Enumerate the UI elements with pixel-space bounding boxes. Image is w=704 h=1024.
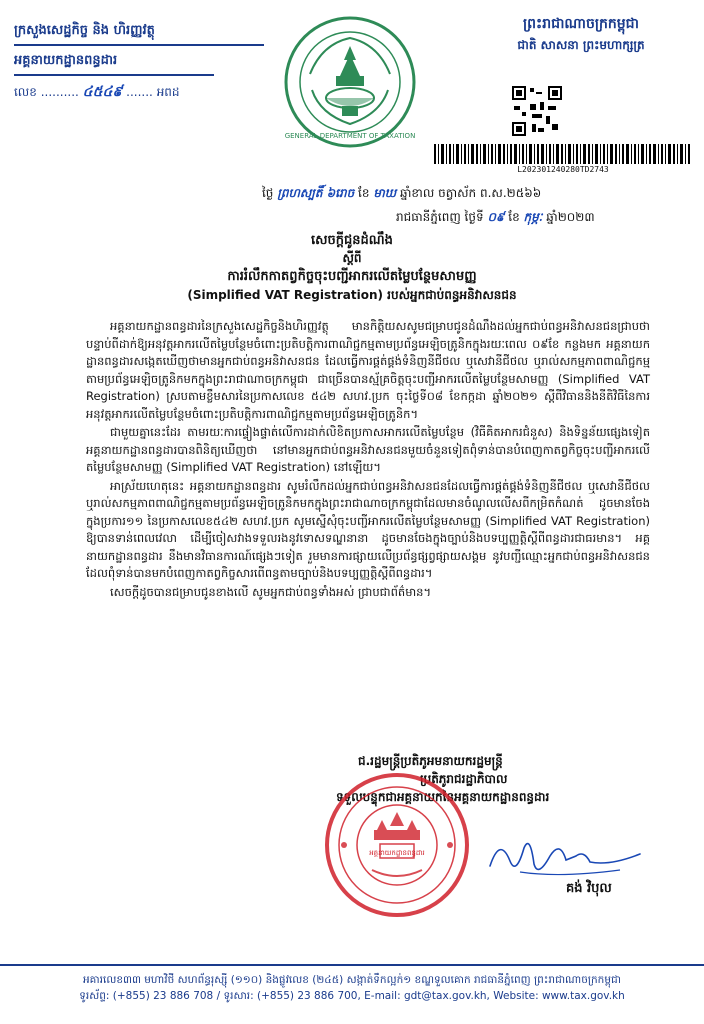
solar-year: ឆ្នាំ២០២៣ [546, 210, 595, 224]
department-name: អគ្គនាយកដ្ឋានពន្ធដារ [14, 52, 214, 76]
notice-subject-label: ស្តីពី [342, 251, 362, 265]
reference-number: លេខ .......... ៤៥៤៩ ....... អពដ [14, 84, 180, 100]
solar-date [396, 208, 595, 226]
notice-subject-2: (Simplified VAT Registration) របស់អ្នកជាប់ពន្ធអនិវាសនជន [187, 288, 517, 302]
handwritten-signature [480, 826, 650, 886]
lunar-day: ព្រហស្បតិ៍ ៦រោច [277, 186, 355, 200]
date-label: ថ្ងៃ [262, 186, 274, 200]
notice-subject: ការរំលឹកកាតព្វកិច្ចចុះបញ្ជីអាករលើតម្លៃបន្ថែមសាមញ្ញ [227, 269, 477, 284]
ref-number: ៤៥៤៩ [82, 84, 123, 100]
page-footer [0, 964, 704, 1004]
signer-title-3: ទទួលបន្ទុកជាអគ្គនាយកនៃអគ្គនាយកដ្ឋានពន្ធដារ [336, 790, 550, 804]
signer-title-2: ប្រតិភូរាជរដ្ឋាភិបាល [420, 772, 508, 786]
logo-caption: GENERAL DEPARTMENT OF TAXATION [284, 132, 416, 140]
paragraph-4: សេចក្តីដូចបានជម្រាបជូនខាងលើ សូមអ្នកជាប់ពន្ធទាំងអស់ ជ្រាបជាព័ត៌មាន។ [110, 584, 432, 599]
paragraph-2: ជាមួយគ្នានេះដែរ តាមរយៈការផ្ទៀងផ្ទាត់លើការដាក់លិខិតប្រកាសអាករលើតម្លៃបន្ថែម (វិធីគិតអាករជំនួស) និងទិន្នន័យផ្សេងទៀត អគ្គនាយកដ្ឋានពន្ធដារបានពិនិត្យឃើញថា នៅមានអ្នកជាប់ពន្ធអនិវាសនជនមួយចំនួនទៀតពុំទាន់បានបំពេញកាតព្វកិច្ចចុះបញ្ជីអាករលើតម្លៃបន្ថែមសាមញ្ញ (Simplified VAT Registration) នៅឡើយ។ [86, 425, 650, 474]
sender-block [14, 22, 264, 100]
footer-contact: ទូរស័ព្ទ: (+855) 23 886 708 / ទូរសារ: (+855) 23 886 700, E-mail: gdt@tax.gov.kh, Website: www.tax.gov.kh [79, 990, 625, 1002]
qr-code [512, 86, 562, 136]
ministry-name: ក្រសួងសេដ្ឋកិច្ច និង ហិរញ្ញវត្ថុ [14, 22, 264, 46]
lunar-date [262, 184, 541, 202]
lunar-year: ឆ្នាំខាល ចត្វាស័ក ព.ស.២៥៦៦ [400, 186, 542, 200]
footer-address: អគារលេខ៣៣ មហាវិថី សហព័ន្ធរុស្ស៊ី (១១០) និងផ្លូវលេខ (២៤៥) សង្កាត់ទឹកល្អក់១ ខណ្ឌទួលគោក រាជធានីភ្នំពេញ ព្រះរាជាណាចក្រកម្ពុជា [83, 974, 621, 986]
solar-day: ០៩ [487, 210, 505, 224]
stamp-label: អគ្គនាយកដ្ឋានពន្ធដារ [369, 849, 425, 857]
month-label: ខែ [358, 186, 370, 200]
notice-title: សេចក្តីជូនដំណឹង [311, 233, 393, 248]
ref-prefix: លេខ [14, 85, 37, 99]
barcode [432, 144, 694, 164]
paragraph-1: អគ្គនាយកដ្ឋានពន្ធដារនៃក្រសួងសេដ្ឋកិច្ចនិងហិរញ្ញវត្ថុ មានកិត្តិយសសូមជម្រាបជូនដំណឹងដល់អ្នកជាប់ពន្ធអនិវាសនជនជ្រាបថា បន្ទាប់ពីដាក់ឱ្យអនុវត្តអាករលើតម្លៃបន្ថែមចំពោះប្រតិបត្តិការពាណិជ្ជកម្មតាមប្រព័ន្ធអេឡិចត្រូនិកក្នុងរយៈពេល ០៩ខែ កន្លងមក អគ្គនាយកដ្ឋានពន្ធដារសង្កេតឃើញថាមានអ្នកជាប់ពន្ធអនិវាសនជន ដែលធ្វើការផ្គត់ផ្គង់ទំនិញនីជីថល ឬសេវានីជីថល ឬរាល់សកម្មភាពពាណិជ្ជកម្មតាមប្រព័ន្ធអេឡិចត្រូនិកមកក្នុងព្រះរាជាណាចក្រកម្ពុជា ជាច្រើនបានស្ម័គ្រចិត្តចុះបញ្ជីអាករលើតម្លៃបន្ថែមសាមញ្ញ (Simplified VAT Registration) ស្របតាមខ្លឹមសារនៃប្រកាសលេខ ៥៤២ សហវ.ប្រក ចុះថ្ងៃទី០៨ ខែកក្កដា ឆ្នាំ២០២១ ស្តីពីវិធាននិងនីតិវិធីនៃការអនុវត្តអាករលើតម្លៃបន្ថែមចំពោះប្រតិបត្តិការពាណិជ្ជកម្មតាមប្រព័ន្ធអេឡិចត្រូនិក។ [86, 319, 650, 421]
kingdom-title: ព្រះរាជាណាចក្រកម្ពុជា [522, 16, 639, 32]
barcode-number: L202301240280TD2743 [517, 165, 609, 174]
kingdom-header [470, 14, 692, 54]
gdt-logo [282, 14, 418, 150]
solar-month: កុម្ភៈ [523, 210, 543, 224]
paragraph-3: អាស្រ័យហេតុនេះ អគ្គនាយកដ្ឋានពន្ធដារ សូមរំលឹកដល់អ្នកជាប់ពន្ធអនិវាសនជនដែលធ្វើការផ្គត់ផ្គង់ទំនិញនីជីថល ឬសេវានីជីថល ឬរាល់សកម្មភាពពាណិជ្ជកម្មតាមប្រព័ន្ធអេឡិចត្រូនិកមកក្នុងព្រះរាជាណាចក្រកម្ពុជាដែលមានចំណូលលើសពីកម្រិតកំណត់ ដូចមានចែងក្នុងប្រការ១១ នៃប្រកាសលេខ៥៤២ សហវ.ប្រក សូមស្នើសុំចុះបញ្ជីអាករលើតម្លៃបន្ថែមសាមញ្ញ (Simplified VAT Registration) ឱ្យបានទាន់ពេលវេលា ដើម្បីចៀសវាងទទួលរងនូវទោសទណ្ឌនានា ដូចមានចែងក្នុងច្បាប់និងបទប្បញ្ញត្តិស្តីពីពន្ធដារជាធរមាន។ អគ្គនាយកដ្ឋានពន្ធដារ នឹងមានវិធានការណ៍ផ្សេងៗទៀត រួមមានការផ្សាយលើប្រព័ន្ធផ្សព្វផ្សាយសង្គម នូវបញ្ជីឈ្មោះអ្នកជាប់ពន្ធអនិវាសនជន ដែលពុំទាន់បានមកបំពេញកាតព្វកិច្ចសារពើពន្ធតាមច្បាប់និងបទប្បញ្ញត្តិស្តីពីពន្ធដារ។ [86, 478, 650, 580]
national-motto: ជាតិ សាសនា ព្រះមហាក្សត្រ [517, 38, 645, 52]
official-stamp [322, 770, 472, 920]
month-label-2: ខែ [508, 210, 520, 224]
place-date-label: រាជធានីភ្នំពេញ ថ្ងៃទី [396, 210, 484, 224]
ref-suffix: អពដ [156, 85, 180, 99]
lunar-month: មាឃ [373, 186, 397, 200]
notice-title-block [0, 232, 704, 305]
signer-title-1: ជ.រដ្ឋមន្ត្រីប្រតិភូអមនាយករដ្ឋមន្ត្រី [358, 754, 503, 768]
notice-body [86, 318, 650, 602]
signer-name: គង់ វិបុល [566, 881, 612, 896]
